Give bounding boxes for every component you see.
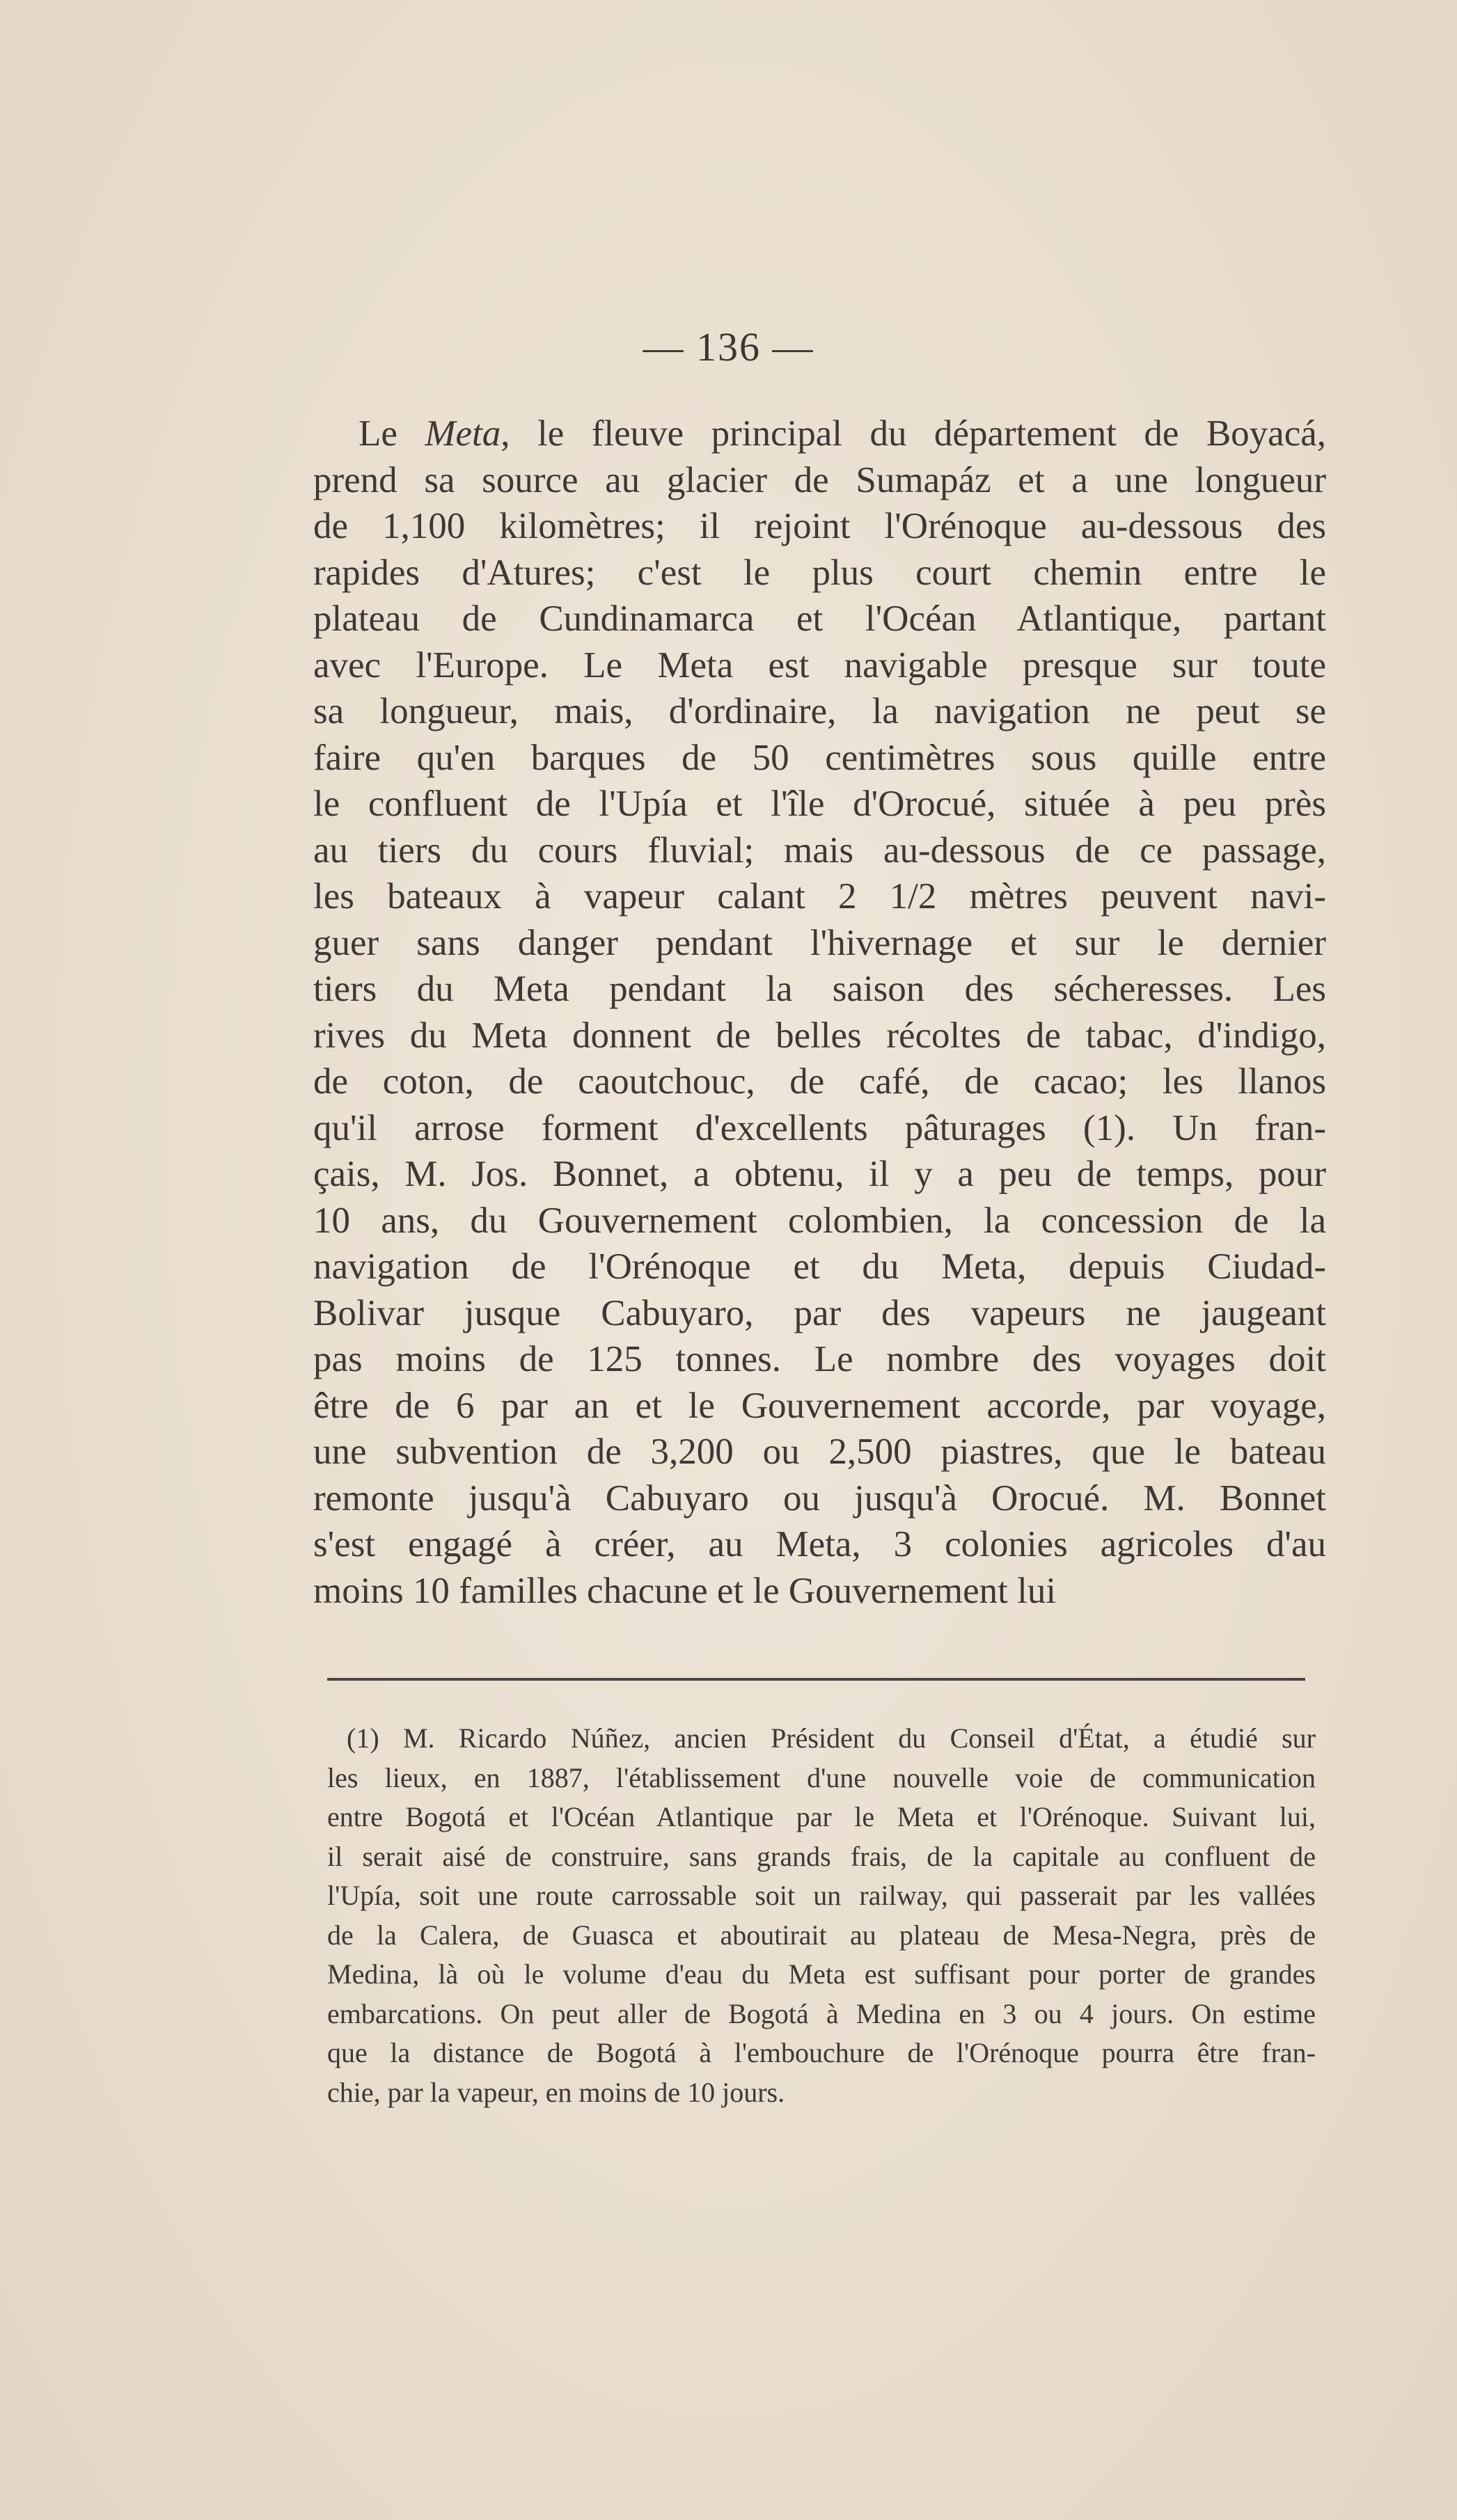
footnote-line: l'Upía, soit une route carrossable soit un railway, qui passerait par les vallées xyxy=(327,1880,1316,1911)
footnote-line: (1) M. Ricardo Núñez, ancien Président du Conseil d'État, a étudié sur xyxy=(347,1722,1316,1754)
body-line: au tiers du cours fluvial; mais au-dessous de ce passage, xyxy=(313,830,1326,871)
body-line: une subvention de 3,200 ou 2,500 piastres, que le bateau xyxy=(313,1432,1326,1472)
body-line: Le Meta, le fleuve principal du département de Boyacá, xyxy=(359,413,1326,454)
footnote-line: Medina, là où le volume d'eau du Meta est suffisant pour porter de grandes xyxy=(327,1958,1316,1990)
body-line: 10 ans, du Gouvernement colombien, la concession de la xyxy=(313,1200,1326,1241)
footnote-line: de la Calera, de Guasca et aboutirait au plateau de Mesa-Negra, près de xyxy=(327,1919,1316,1951)
footnote-line: il serait aisé de construire, sans grands frais, de la capitale au confluent de xyxy=(327,1840,1316,1872)
body-line: de coton, de caoutchouc, de café, de cacao; les llanos xyxy=(313,1061,1326,1102)
page-number: — 136 — xyxy=(643,324,814,370)
body-line: çais, M. Jos. Bonnet, a obtenu, il y a peu de temps, pour xyxy=(313,1154,1326,1194)
footnote xyxy=(327,1719,1316,2112)
body-line: sa longueur, mais, d'ordinaire, la navigation ne peut se xyxy=(313,691,1326,731)
body-text xyxy=(313,411,1326,1614)
body-line: remonte jusqu'à Cabuyaro ou jusqu'à Orocué. M. Bonnet xyxy=(313,1477,1326,1519)
footnote-line: entre Bogotá et l'Océan Atlantique par le Meta et l'Orénoque. Suivant lui, xyxy=(327,1801,1316,1832)
footnote-line: chie, par la vapeur, en moins de 10 jours. xyxy=(327,2076,785,2108)
body-line: avec l'Europe. Le Meta est navigable presque sur toute xyxy=(313,644,1326,686)
footnote-line: les lieux, en 1887, l'établissement d'une nouvelle voie de communication xyxy=(327,1761,1316,1793)
footnote-line: embarcations. On peut aller de Bogotá à Medina en 3 ou 4 jours. On estime xyxy=(327,1997,1316,2029)
body-line: de 1,100 kilomètres; il rejoint l'Orénoque au-dessous des xyxy=(313,506,1326,546)
body-line: qu'il arrose forment d'excellents pâturages (1). Un fran- xyxy=(313,1107,1326,1148)
body-line: moins 10 familles chacune et le Gouvernement lui xyxy=(313,1570,1057,1611)
body-line: les bateaux à vapeur calant 2 1/2 mètres peuvent navi- xyxy=(313,876,1326,917)
body-line: s'est engagé à créer, au Meta, 3 colonies agricoles d'au xyxy=(313,1524,1326,1564)
body-line: Bolivar jusque Cabuyaro, par des vapeurs ne jaugeant xyxy=(313,1292,1326,1333)
body-line: pas moins de 125 tonnes. Le nombre des voyages doit xyxy=(313,1339,1326,1379)
body-line: rives du Meta donnent de belles récoltes de tabac, d'indigo, xyxy=(313,1015,1326,1056)
body-line: le confluent de l'Upía et l'île d'Orocué, située à peu près xyxy=(313,784,1326,824)
body-line: rapides d'Atures; c'est le plus court chemin entre le xyxy=(313,552,1326,593)
footnote-line: que la distance de Bogotá à l'embouchure de l'Orénoque pourra être fran- xyxy=(327,2037,1316,2068)
body-line: guer sans danger pendant l'hivernage et sur le dernier xyxy=(313,922,1326,963)
body-line: tiers du Meta pendant la saison des sécheresses. Les xyxy=(313,969,1326,1009)
body-line: navigation de l'Orénoque et du Meta, depuis Ciudad- xyxy=(313,1246,1326,1287)
body-line: plateau de Cundinamarca et l'Océan Atlantique, partant xyxy=(313,599,1326,639)
body-line: prend sa source au glacier de Sumapáz et a une longueur xyxy=(313,459,1326,500)
body-line: être de 6 par an et le Gouvernement accorde, par voyage, xyxy=(313,1385,1326,1426)
footnote-divider xyxy=(327,1678,1305,1681)
body-line: faire qu'en barques de 50 centimètres sous quille entre xyxy=(313,737,1326,778)
